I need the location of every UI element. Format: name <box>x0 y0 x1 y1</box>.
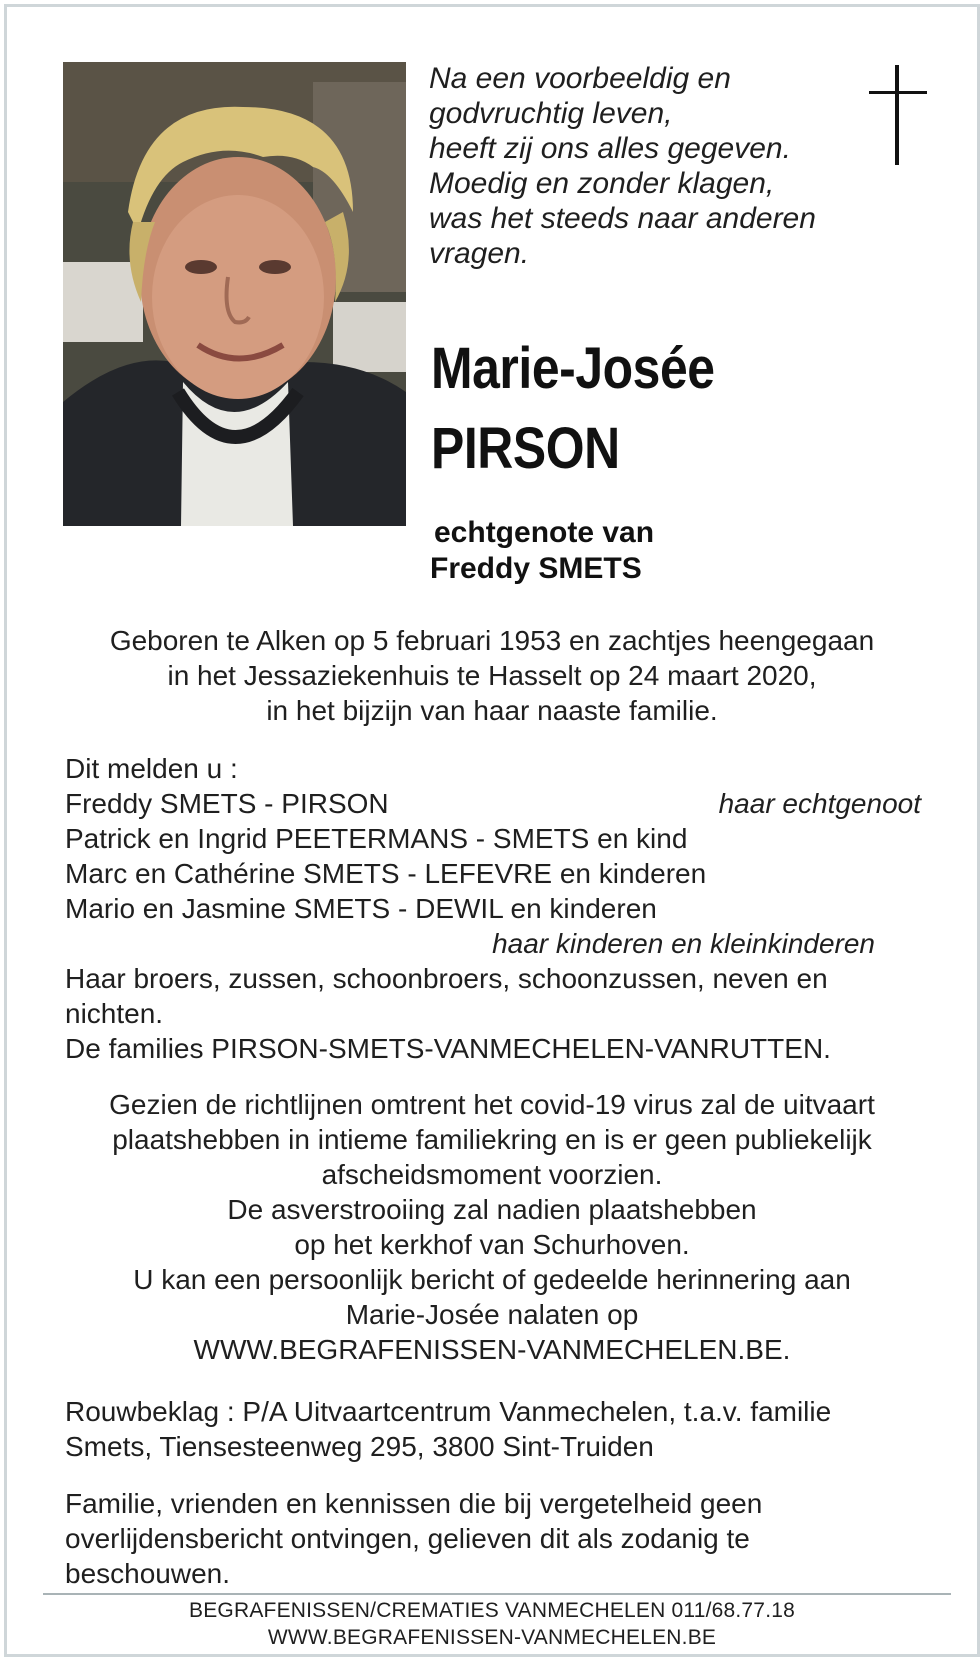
children-role: haar kinderen en kleinkinderen <box>492 928 875 959</box>
condolences-line: Smets, Tiensesteenweg 295, 3800 Sint-Truiden <box>65 1431 654 1462</box>
poem-line: vragen. <box>429 237 530 270</box>
notice-line: plaatshebben in intieme familiekring en is er geen publiekelijk <box>112 1124 872 1155</box>
family-list <box>65 751 925 1066</box>
notice-line: U kan een persoonlijk bericht of gedeelde herinnering aan <box>133 1264 851 1295</box>
footer-website: WWW.BEGRAFENISSEN-VANMECHELEN.BE <box>267 1626 717 1649</box>
first-name: Marie-Josée <box>431 336 715 401</box>
statement-line: Geboren te Alken op 5 februari 1953 en zachtjes heengegaan <box>109 625 875 656</box>
husband-name: Freddy SMETS - PIRSON <box>65 788 389 819</box>
last-name: PIRSON <box>431 416 620 481</box>
footer-divider <box>43 1593 951 1595</box>
poem-line: Na een voorbeeldig en <box>429 62 731 95</box>
husband-role: haar echtgenoot <box>718 788 921 819</box>
husband-row <box>65 786 925 821</box>
portrait-illustration <box>63 62 406 526</box>
spouse-name: Freddy SMETS <box>430 552 642 585</box>
poem-line: Moedig en zonder klagen, <box>429 167 775 200</box>
closing-line: beschouwen. <box>65 1558 231 1589</box>
poem <box>429 61 849 271</box>
funeral-notice <box>47 1087 937 1367</box>
closing-note <box>65 1486 925 1591</box>
poem-line: was het steeds naar anderen <box>429 202 816 235</box>
poem-line: godvruchtig leven, <box>429 97 673 130</box>
families-line: De families PIRSON-SMETS-VANMECHELEN-VANRUTTEN. <box>65 1033 831 1064</box>
footer-contact: BEGRAFENISSEN/CREMATIES VANMECHELEN 011/68.77.18 <box>189 1599 795 1622</box>
statement-line: in het Jessaziekenhuis te Hasselt op 24 maart 2020, <box>167 660 817 691</box>
notice-line: afscheidsmoment voorzien. <box>321 1159 663 1190</box>
cross-icon <box>869 65 927 165</box>
closing-line: overlijdensbericht ontvingen, gelieven dit als zodanig te <box>65 1523 750 1554</box>
family-intro: Dit melden u : <box>65 753 238 784</box>
website-line: WWW.BEGRAFENISSEN-VANMECHELEN.BE. <box>193 1334 791 1365</box>
closing-line: Familie, vrienden en kennissen die bij vergetelheid geen <box>65 1488 763 1519</box>
notice-line: Marie-Josée nalaten op <box>345 1299 639 1330</box>
child-row: Marc en Cathérine SMETS - LEFEVRE en kinderen <box>65 858 707 889</box>
statement-line: in het bijzijn van haar naaste familie. <box>266 695 718 726</box>
notice-line: op het kerkhof van Schurhoven. <box>294 1229 690 1260</box>
condolences-line: Rouwbeklag : P/A Uitvaartcentrum Vanmechelen, t.a.v. familie <box>65 1396 832 1427</box>
child-row: Mario en Jasmine SMETS - DEWIL en kinderen <box>65 893 657 924</box>
condolences-address <box>65 1394 925 1464</box>
birth-death-statement <box>47 623 937 728</box>
child-row: Patrick en Ingrid PEETERMANS - SMETS en kind <box>65 823 688 854</box>
spouse-block <box>430 515 850 587</box>
poem-line: heeft zij ons alles gegeven. <box>429 132 791 165</box>
notice-line: De asverstrooiing zal nadien plaatshebben <box>227 1194 757 1225</box>
deceased-name <box>431 329 844 489</box>
notice-line: Gezien de richtlijnen omtrent het covid-19 virus zal de uitvaart <box>109 1089 875 1120</box>
portrait-photo <box>63 62 406 526</box>
siblings-line: nichten. <box>65 998 164 1029</box>
footer <box>47 1597 937 1651</box>
spouse-relation: echtgenote van <box>434 516 655 549</box>
siblings-line: Haar broers, zussen, schoonbroers, schoonzussen, neven en <box>65 963 828 994</box>
obituary-card <box>4 4 980 1657</box>
